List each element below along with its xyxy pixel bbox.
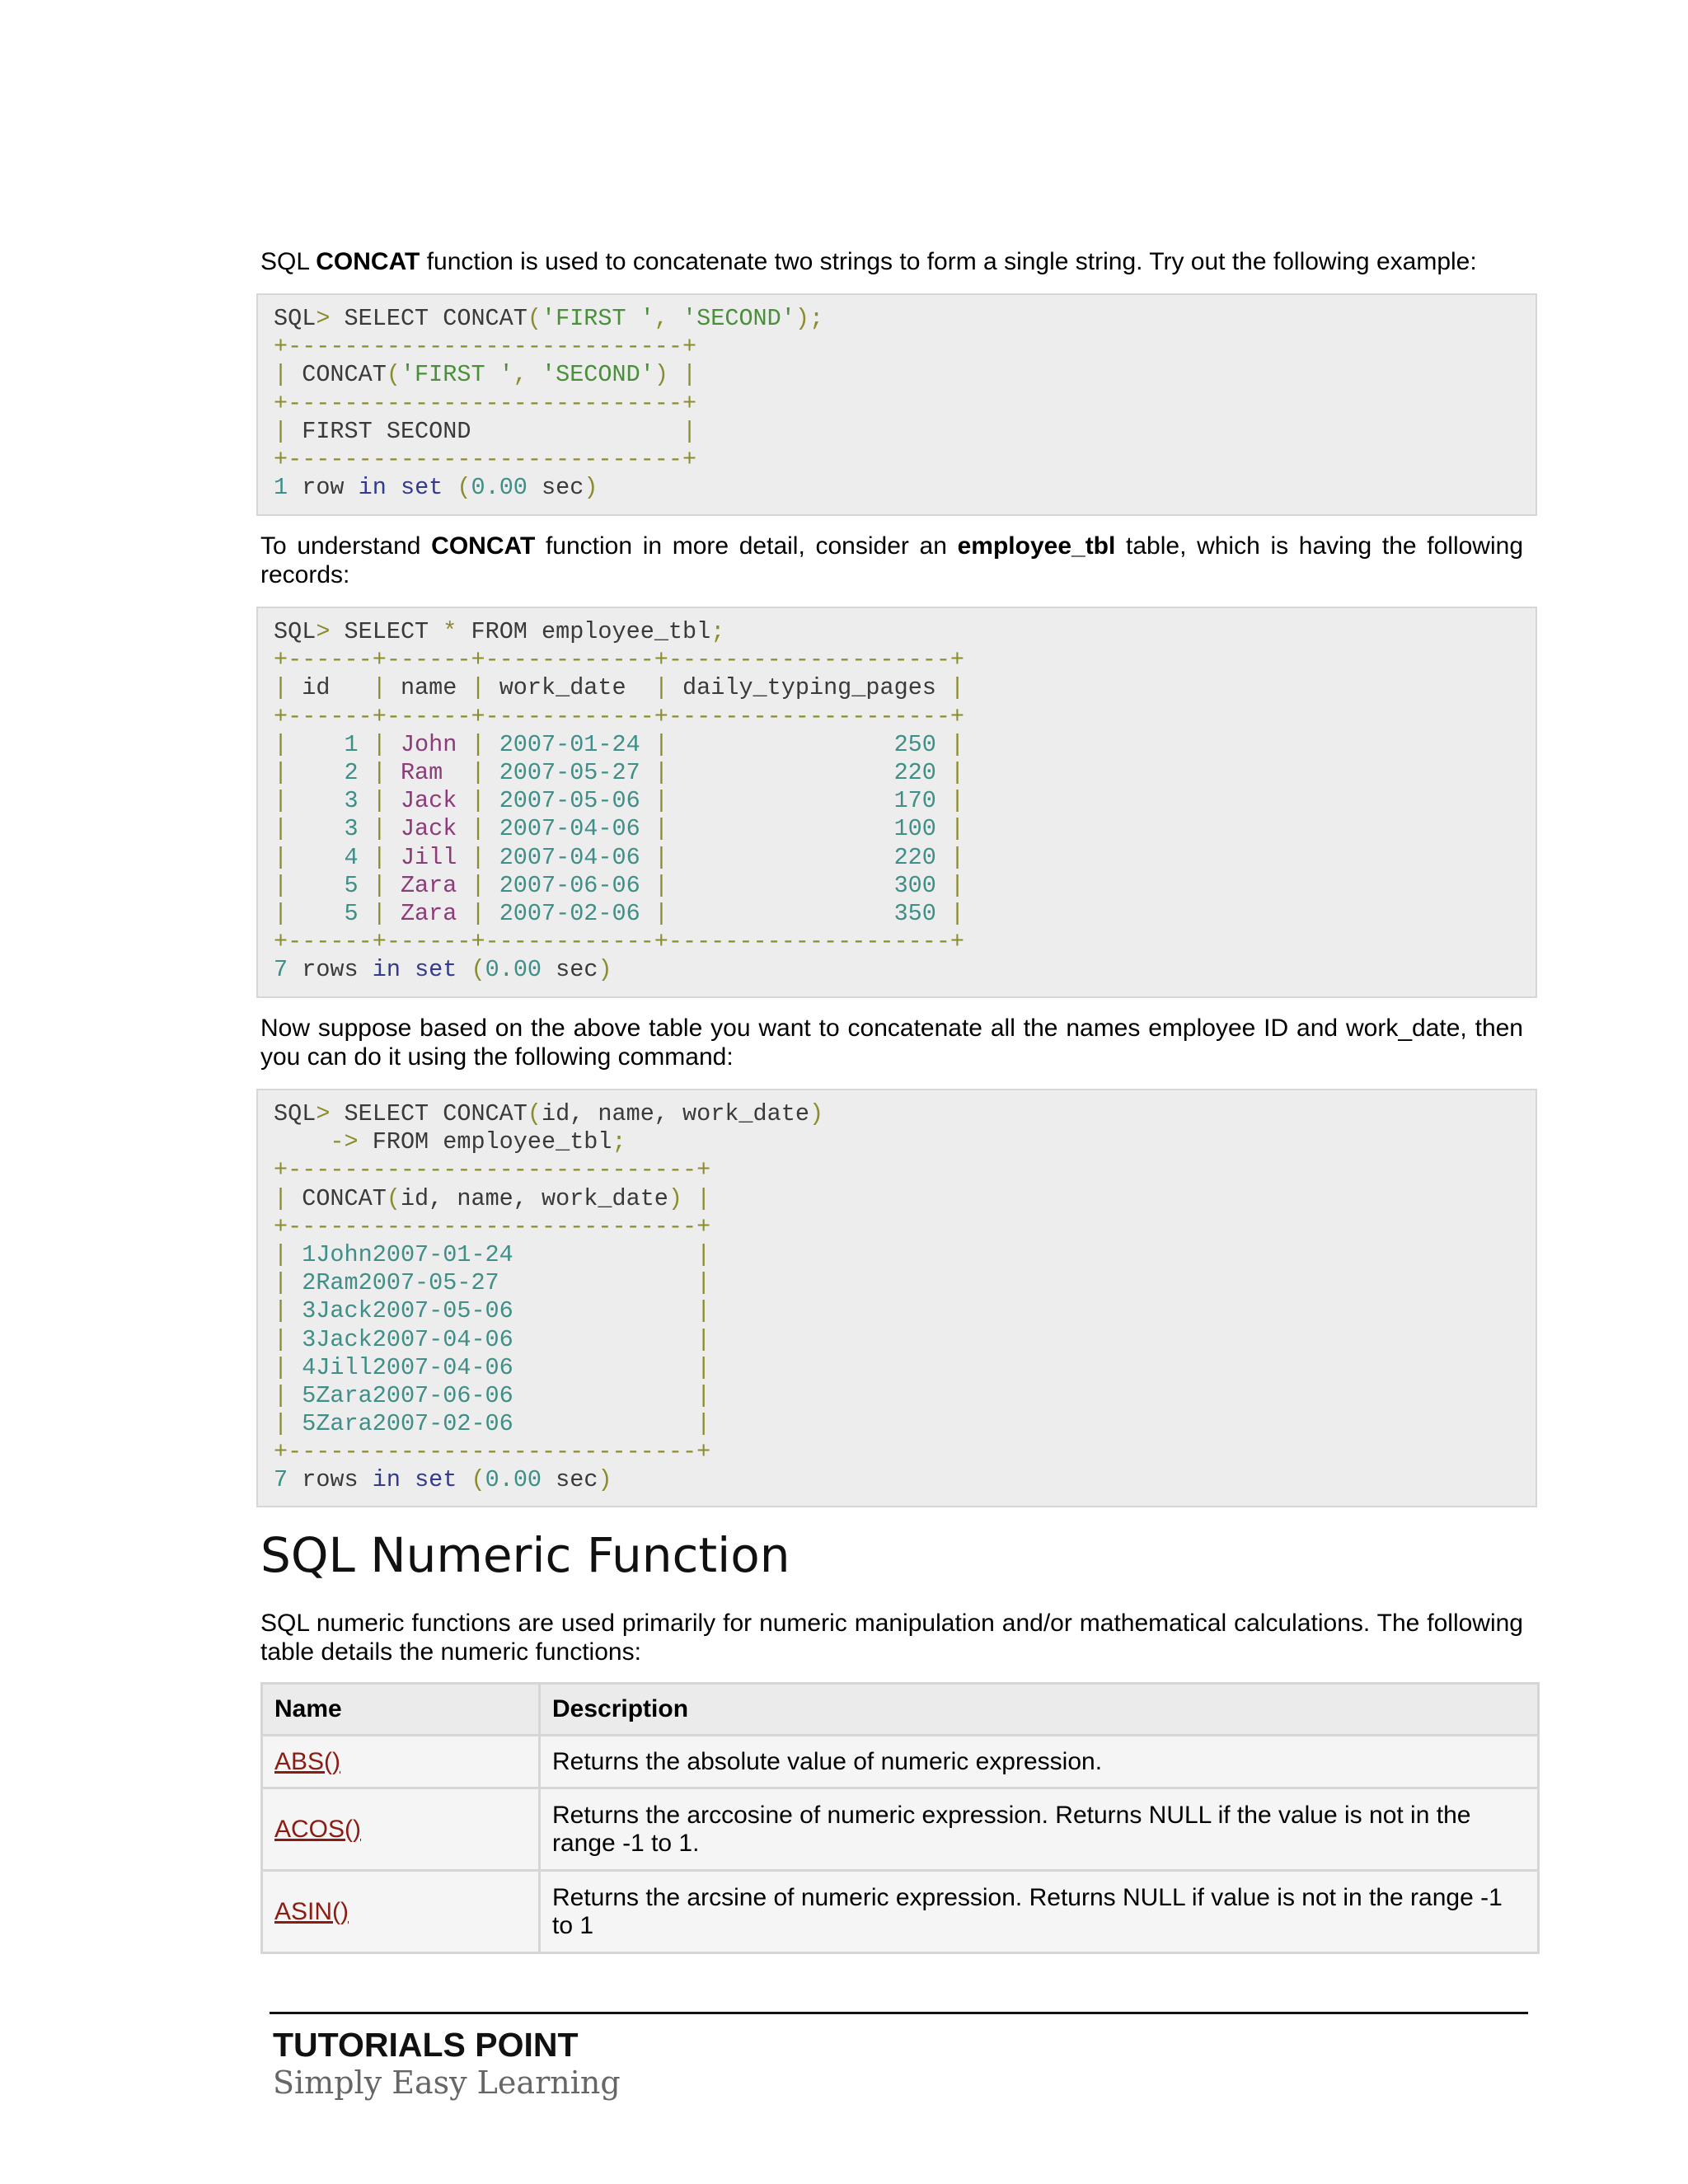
code-table-row: | 3Jack2007-04-06 |	[274, 1325, 711, 1353]
code-table-header: | id | name | work_date | daily_typing_pages |	[274, 674, 965, 702]
section-description: SQL numeric functions are used primarily for numeric manipulation and/or mathematical calculations. The following table details the numeric functions:	[260, 1610, 1523, 1666]
code-table-border: +----------------------------+	[274, 445, 697, 473]
code-row-count: 7 rows in set (0.00 sec)	[274, 956, 612, 984]
footer-tagline: Simply Easy Learning	[273, 2064, 621, 2101]
code-table-row: | 4 | Jill | 2007-04-06 | 220 |	[274, 843, 965, 871]
code-block-concat-columns	[256, 1089, 1537, 1507]
table-row	[262, 1871, 1539, 1953]
code-block-employee-table	[256, 607, 1537, 998]
concat-command-paragraph: Now suppose based on the above table you want to concatenate all the names employee ID and work_date, then you can do it using the following command:	[260, 1015, 1523, 1071]
intro-paragraph	[260, 247, 1523, 276]
code-table-row: | 5Zara2007-02-06 |	[274, 1410, 711, 1438]
code-table-row: | 3Jack2007-05-06 |	[274, 1297, 711, 1325]
code-table-row: | 4Jill2007-04-06 |	[274, 1353, 711, 1381]
intro-text-rest: function is used to concatenate two strings to form a single string. Try out the following example:	[420, 248, 1477, 275]
function-name-cell	[262, 1788, 540, 1871]
code-table-border: +-----------------------------+	[274, 1156, 711, 1184]
intro-keyword: CONCAT	[316, 248, 420, 275]
code-line-query: SQL> SELECT CONCAT(id, name, work_date)	[274, 1100, 824, 1127]
column-header-name: Name	[262, 1684, 540, 1736]
table-row	[262, 1788, 1539, 1871]
function-description: Returns the arccosine of numeric expression. Returns NULL if the value is not in the range -1 to 1.	[540, 1788, 1539, 1871]
code-table-border: +-----------------------------+	[274, 1438, 711, 1466]
function-name-cell	[262, 1736, 540, 1788]
code-table-header: | CONCAT('FIRST ', 'SECOND') |	[274, 361, 697, 389]
code-table-border: +----------------------------+	[274, 333, 697, 361]
code-table-row: | 3 | Jack | 2007-05-06 | 170 |	[274, 787, 965, 815]
intro-text: SQL	[260, 248, 316, 275]
footer-divider	[270, 2012, 1528, 2014]
code-table-row: | 3 | Jack | 2007-04-06 | 100 |	[274, 815, 965, 843]
code-table-row: | 2 | Ram | 2007-05-27 | 220 |	[274, 758, 965, 786]
code-table-rows	[274, 731, 1536, 928]
code-table-header: | CONCAT(id, name, work_date) |	[274, 1184, 711, 1212]
code-block-concat-example	[256, 293, 1537, 516]
code-table-border: +-----------------------------+	[274, 1212, 711, 1240]
code-table-row: | 2Ram2007-05-27 |	[274, 1269, 711, 1297]
code-table-border: +------+------+------------+--------------------+	[274, 702, 965, 730]
employee-table-paragraph: To understand CONCAT function in more detail, consider an employee_tbl table, which is having the following records:	[260, 532, 1524, 588]
code-line-query: SQL> SELECT * FROM employee_tbl;	[274, 618, 725, 645]
code-table-border: +------+------+------------+--------------------+	[274, 928, 965, 956]
code-line-continuation: -> FROM employee_tbl;	[330, 1128, 626, 1156]
column-header-description: Description	[540, 1684, 1539, 1736]
function-description: Returns the arcsine of numeric expression. Returns NULL if value is not in the range -1 to 1	[540, 1871, 1539, 1953]
code-table-row: | 5Zara2007-06-06 |	[274, 1381, 711, 1409]
code-table-rows	[274, 1241, 1536, 1438]
code-table-row: | 1John2007-01-24 |	[274, 1240, 711, 1268]
table-header-row	[262, 1684, 1539, 1736]
code-table-border: +------+------+------------+--------------------+	[274, 646, 965, 674]
code-row-count: 7 rows in set (0.00 sec)	[274, 1466, 612, 1494]
code-line-query: SQL> SELECT CONCAT('FIRST ', 'SECOND');	[274, 305, 824, 332]
code-table-row: | 5 | Zara | 2007-06-06 | 300 |	[274, 871, 965, 899]
footer-brand: TUTORIALS POINT	[273, 2026, 579, 2064]
code-table-row: | 5 | Zara | 2007-02-06 | 350 |	[274, 899, 965, 927]
function-name-cell	[262, 1871, 540, 1953]
numeric-functions-table	[260, 1682, 1540, 1954]
function-description: Returns the absolute value of numeric expression.	[540, 1736, 1539, 1788]
code-table-border: +----------------------------+	[274, 389, 697, 417]
section-heading: SQL Numeric Function	[260, 1527, 790, 1583]
table-row	[262, 1736, 1539, 1788]
code-table-row: | FIRST SECOND |	[274, 417, 697, 445]
function-link-asin[interactable]: ASIN()	[274, 1897, 349, 1925]
code-table-row: | 1 | John | 2007-01-24 | 250 |	[274, 730, 965, 758]
function-link-abs[interactable]: ABS()	[274, 1747, 341, 1775]
code-row-count: 1 row in set (0.00 sec)	[274, 474, 598, 502]
function-link-acos[interactable]: ACOS()	[274, 1815, 361, 1843]
